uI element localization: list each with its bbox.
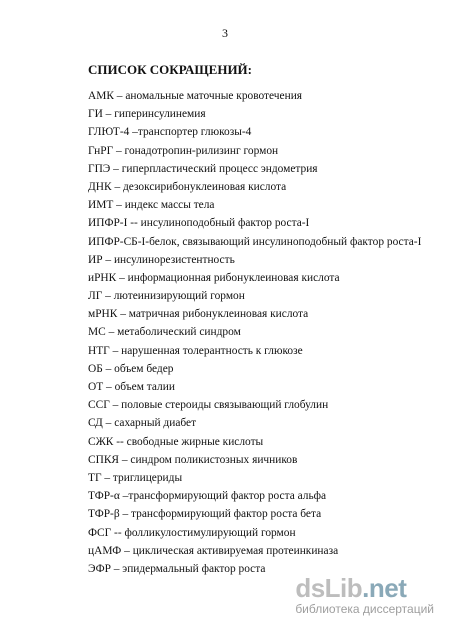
abbreviation-item: ИПФР-I -- инсулиноподобный фактор роста-I [88, 217, 310, 230]
watermark-logo-accent: .net [362, 573, 407, 603]
abbreviation-item: ДНК – дезоксирибонуклеиновая кислота [88, 180, 287, 193]
abbreviation-list [88, 88, 428, 579]
abbreviation-item: ИПФР-СБ-I-белок, связывающий инсулиноподобный фактор роста-I [88, 235, 422, 248]
abbreviation-item: СД – сахарный диабет [88, 417, 197, 430]
abbreviation-item: СПКЯ – синдром поликистозных яичников [88, 453, 298, 466]
abbreviation-item: СЖК -- свободные жирные кислоты [88, 435, 264, 448]
watermark-logo [295, 574, 434, 602]
abbreviation-item: ТГ – триглицериды [88, 471, 183, 484]
abbreviation-item: НТГ – нарушенная толерантность к глюкозе [88, 344, 303, 357]
watermark [295, 574, 434, 616]
abbreviation-item: ГнРГ – гонадотропин-рилизинг гормон [88, 144, 279, 157]
abbreviation-item: ЛГ – лютеинизирующий гормон [88, 290, 245, 303]
abbreviation-item: ТФР-β – трансформирующий фактор роста бета [88, 508, 322, 521]
abbreviation-item: ССГ – половые стероиды связывающий глобулин [88, 399, 329, 412]
abbreviation-item: ОБ – объем бедер [88, 362, 174, 375]
abbreviation-item: ГЛЮТ-4 –транспортер глюкозы-4 [88, 126, 252, 139]
abbreviation-item: иРНК – информационная рибонуклеиновая кислота [88, 271, 340, 284]
abbreviation-item: ГИ – гиперинсулинемия [88, 108, 206, 121]
abbreviation-item: мРНК – матричная рибонуклеиновая кислота [88, 308, 309, 321]
abbreviation-item: ФСГ -- фолликулостимулирующий гормон [88, 526, 296, 539]
abbreviation-item: ЭФР – эпидермальный фактор роста [88, 562, 266, 575]
watermark-subtitle: библиотека диссертаций [295, 602, 434, 616]
watermark-logo-main: dsLib [295, 573, 363, 603]
abbreviation-item: ГПЭ – гиперпластический процесс эндометрия [88, 162, 318, 175]
abbreviation-item: ИМТ – индекс массы тела [88, 199, 215, 212]
abbreviation-item: МС – метаболический синдром [88, 326, 241, 339]
abbreviation-item: АМК – аномальные маточные кровотечения [88, 90, 303, 102]
abbreviation-item: ТФР-α –трансформирующий фактор роста альфа [88, 490, 327, 503]
page-number: 3 [222, 26, 228, 40]
page-title: СПИСОК СОКРАЩЕНИЙ: [88, 62, 252, 77]
abbreviation-item: цАМФ – циклическая активируемая протеинкиназа [88, 544, 339, 557]
abbreviation-item: ИР – инсулинорезистентность [88, 253, 235, 266]
abbreviation-item: ОТ – объем талии [88, 381, 175, 393]
